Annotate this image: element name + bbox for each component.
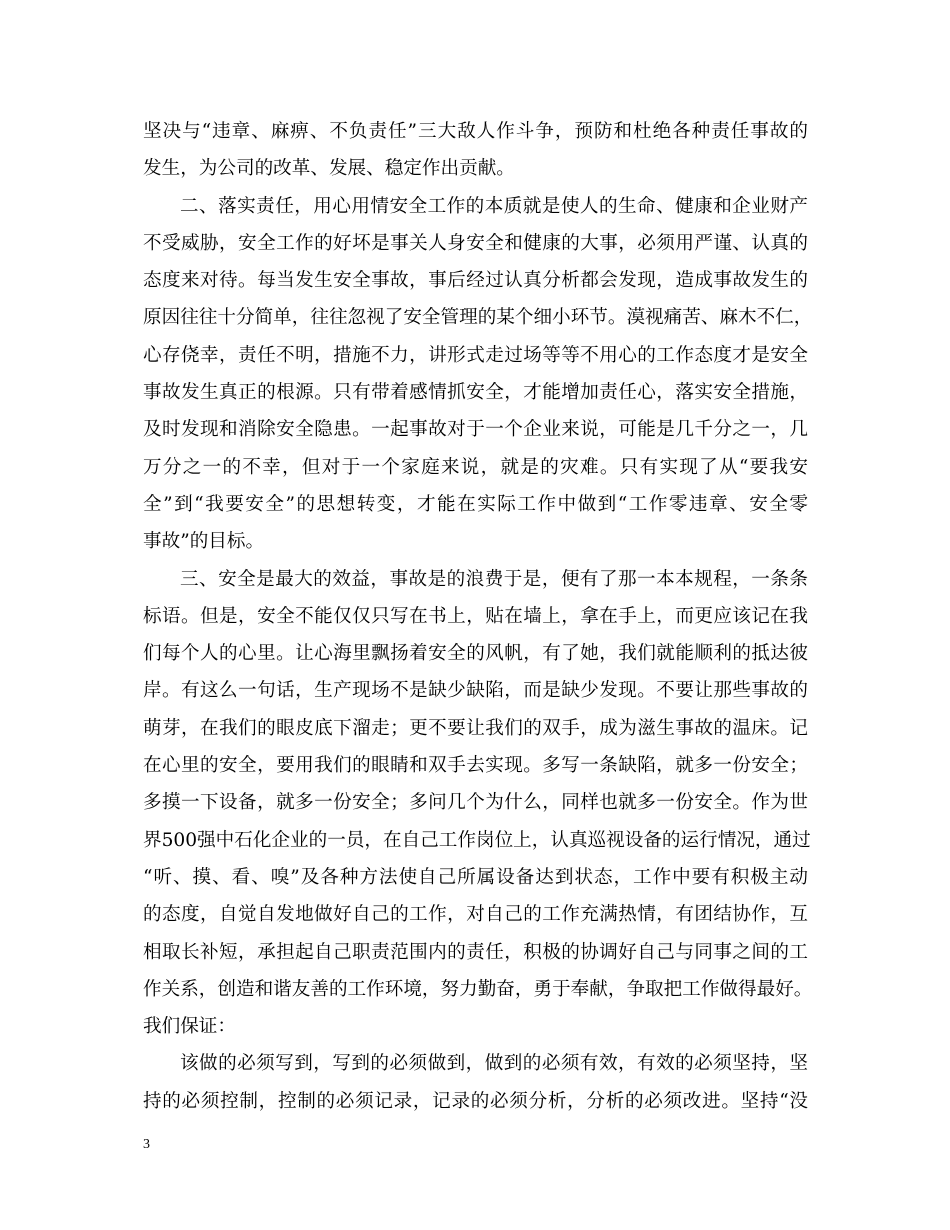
text-line: 界500强中石化企业的一员，在自己工作岗位上，认真巡视设备的运行情况，通过	[143, 829, 811, 851]
text-line: 相取长补短，承担起自己职责范围内的责任，积极的协调好自己与同事之间的工	[143, 941, 808, 963]
page-number: 3	[143, 1137, 150, 1152]
text-line: 持的必须控制，控制的必须记录，记录的必须分析，分析的必须改进。坚持“没	[143, 1090, 808, 1112]
text-line: 三、安全是最大的效益，事故是的浪费于是，便有了那一本本规程，一条条	[180, 568, 808, 590]
text-line: 坚决与“违章、麻痹、不负责任”三大敌人作斗争，预防和杜绝各种责任事故的	[143, 121, 808, 142]
text-line: 全”到“我要安全”的思想转变，才能在实际工作中做到“工作零违章、安全零	[143, 493, 808, 515]
text-line: 事故”的目标。	[143, 531, 265, 553]
text-line: 万分之一的不幸，但对于一个家庭来说，就是的灾难。只有实现了从“要我安	[143, 456, 808, 478]
text-line: “听、摸、看、嗅”及各种方法使自己所属设备达到状态，工作中要有积极主动	[143, 866, 808, 888]
document-body	[143, 113, 813, 1120]
text-line: 发生，为公司的改革、发展、稳定作出贡献。	[143, 158, 515, 180]
paragraph-2	[143, 188, 813, 561]
text-line: 的态度，自觉自发地做好自己的工作，对自己的工作充满热情，有团结协作，互	[143, 904, 808, 926]
text-line: 标语。但是，安全不能仅仅只写在书上，贴在墙上，拿在手上，而更应该记在我	[143, 605, 808, 627]
text-line: 事故发生真正的根源。只有带着感情抓安全，才能增加责任心，落实安全措施，	[143, 382, 808, 404]
paragraph-1	[143, 113, 808, 188]
text-line: 我们保证：	[143, 1016, 236, 1038]
text-line: 及时发现和消除安全隐患。一起事故对于一个企业来说，可能是几千分之一，几	[143, 419, 808, 441]
text-line: 们每个人的心里。让心海里飘扬着安全的风帆，有了她，我们就能顺利的抵达彼	[143, 643, 808, 665]
text-line: 不受威胁，安全工作的好坏是事关人身安全和健康的大事，必须用严谨、认真的	[143, 232, 808, 254]
text-line: 在心里的安全，要用我们的眼睛和双手去实现。多写一条缺陷，就多一份安全；	[143, 755, 808, 777]
text-line: 岸。有这么一句话，生产现场不是缺少缺陷，而是缺少发现。不要让那些事故的	[143, 680, 808, 702]
text-line: 原因往往十分简单，往往忽视了安全管理的某个细小环节。漠视痛苦、麻木不仁，	[143, 307, 813, 329]
text-line: 作关系，创造和谐友善的工作环境，努力勤奋，勇于奉献，争取把工作做得最好。	[143, 978, 813, 1000]
text-line: 态度来对待。每当发生安全事故，事后经过认真分析都会发现，造成事故发生的	[143, 270, 808, 292]
text-line: 该做的必须写到，写到的必须做到，做到的必须有效，有效的必须坚持，坚	[180, 1053, 808, 1075]
paragraph-3	[143, 561, 813, 1046]
text-line: 萌芽，在我们的眼皮底下溜走；更不要让我们的双手，成为滋生事故的温床。记	[143, 717, 808, 739]
text-line: 多摸一下设备，就多一份安全；多问几个为什么，同样也就多一份安全。作为世	[143, 792, 808, 814]
text-line: 二、落实责任，用心用情安全工作的本质就是使人的生命、健康和企业财产	[180, 195, 808, 217]
text-line: 心存侥幸，责任不明，措施不力，讲形式走过场等等不用心的工作态度才是安全	[143, 344, 808, 366]
paragraph-4	[143, 1045, 808, 1120]
